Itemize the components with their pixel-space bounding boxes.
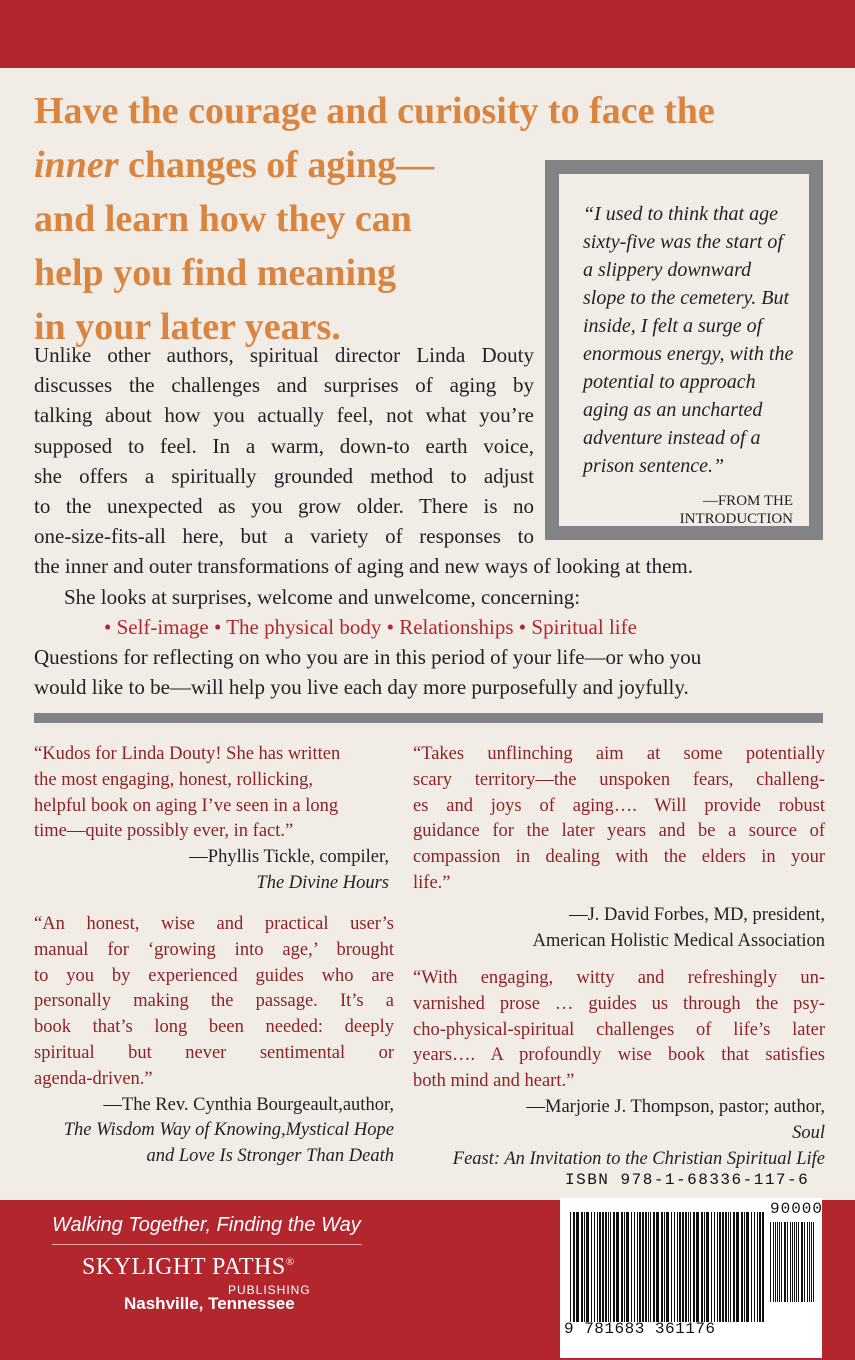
attribution-line: —J. David Forbes, MD, president, (569, 904, 825, 925)
tagline-rule (52, 1244, 362, 1245)
barcode-bar (688, 1212, 689, 1322)
pull-quote-line: adventure instead of a (583, 427, 761, 449)
pull-quote-line: potential to approach (583, 371, 756, 393)
attribution-line: American Holistic Medical Association (532, 930, 825, 951)
barcode-bar (599, 1212, 601, 1322)
quote-line: spiritual but never sentimental or (34, 1042, 394, 1063)
barcode-bar (597, 1212, 598, 1322)
barcode-bar (794, 1222, 795, 1302)
registered-mark: ® (285, 1256, 295, 1268)
barcode-bar (608, 1212, 609, 1322)
barcode-bar (634, 1212, 635, 1322)
barcode-bar (813, 1222, 814, 1302)
blurb-attribution (34, 845, 389, 897)
bullet-item: • The physical body (213, 614, 382, 639)
pull-quote-line: slope to the cemetery. But (583, 287, 790, 309)
book-title: Soul (792, 1122, 825, 1143)
blurb-forbes (413, 742, 825, 954)
barcode-bar (754, 1212, 755, 1322)
barcode-bar (610, 1212, 611, 1322)
quote-line: personally making the passage. It’s a (34, 991, 394, 1012)
barcode-bar (586, 1212, 589, 1322)
quote-line: helpful book on aging I’ve seen in a long (34, 795, 339, 816)
pull-quote-line: a slippery downward (583, 259, 752, 281)
barcode-bar (717, 1212, 718, 1322)
barcode-bar (679, 1212, 681, 1322)
barcode-bar (781, 1222, 782, 1302)
barcode-bar (642, 1212, 644, 1322)
barcode-bar (613, 1212, 615, 1322)
barcode-bar (701, 1212, 703, 1322)
barcode-bar (653, 1212, 655, 1322)
closing-line: would like to be—will help you live each day more purposefully and joyfully. (34, 675, 689, 700)
quote-line: guidance for the later years and be a source of (413, 821, 825, 842)
book-title: Feast: An Invitation to the Christian Spiritual Life (452, 1148, 825, 1169)
attribution-line: —The Rev. Cynthia Bourgeault,author, (103, 1094, 394, 1115)
quote-line: both mind and heart.” (413, 1071, 575, 1092)
description-line: to the unexpected as you grow older. There is no (34, 494, 534, 519)
attribution-line (413, 1095, 825, 1147)
barcode-bar (631, 1212, 632, 1322)
barcode-bar (693, 1212, 695, 1322)
headline-line: in your later years. (34, 306, 341, 348)
barcode-bar (605, 1212, 607, 1322)
quote-line: book that’s long been needed: deeply (34, 1017, 394, 1038)
price-code: 90000 (770, 1200, 824, 1218)
pull-quote-line: enormous energy, with the (583, 343, 794, 365)
quote-line: years…. A profoundly wise book that satisfies (413, 1045, 825, 1066)
barcode-bar (784, 1222, 786, 1302)
description-line: the inner and outer transformations of aging and new ways of looking at them. (34, 554, 693, 579)
barcode-bar (650, 1212, 651, 1322)
pull-quote-line: inside, I felt a surge of (583, 315, 763, 337)
barcode-bar (570, 1212, 571, 1322)
bullet-list (34, 612, 834, 642)
bullet-item: • Self-image (104, 614, 209, 639)
quote-line: the most engaging, honest, rollicking, (34, 769, 313, 790)
barcode-bar (648, 1212, 649, 1322)
quote-line: life.” (413, 872, 451, 893)
barcode-bar (728, 1212, 729, 1322)
attribution-text: —Marjorie J. Thompson, pastor; author, (526, 1096, 825, 1117)
barcode-bar (584, 1212, 585, 1322)
barcode-bar (714, 1212, 715, 1322)
publisher-city: Nashville, Tennessee (124, 1294, 295, 1313)
barcode-bar (696, 1212, 699, 1322)
description-line: discusses the challenges and surprises of aging by (34, 373, 534, 398)
headline-line: and learn how they can (34, 198, 412, 240)
series-tagline: Walking Together, Finding the Way (52, 1214, 361, 1236)
barcode-bar (736, 1212, 739, 1322)
barcode-bar (581, 1212, 583, 1322)
headline-line-rest: changes of aging— (118, 144, 435, 186)
barcode-bar (576, 1212, 579, 1322)
section-divider (34, 713, 823, 723)
barcode-bar (674, 1212, 675, 1322)
barcode-bar (790, 1222, 791, 1302)
blurb-attribution (34, 1093, 394, 1170)
barcode-bar (759, 1212, 761, 1322)
headline-line: help you find meaning (34, 252, 397, 294)
barcode-bar (639, 1212, 641, 1322)
book-title: The Divine Hours (256, 872, 389, 893)
barcode-bar (798, 1222, 799, 1302)
description-line: Unlike other authors, spiritual director Linda Douty (34, 343, 534, 367)
barcode-bar (602, 1212, 604, 1322)
barcode-bar (741, 1212, 743, 1322)
barcode-bar (807, 1222, 808, 1302)
barcode-bar (616, 1212, 619, 1322)
blurb-attribution (413, 903, 825, 955)
blurb-quote (413, 966, 825, 1095)
description-line: she offers a spiritually grounded method to adjust (34, 463, 534, 488)
concerning-intro: She looks at surprises, welcome and unwelcome, concerning: (64, 584, 581, 609)
blurb-thompson (413, 966, 825, 1172)
barcode-bar (722, 1212, 724, 1322)
ean-digits: 9 781683 361176 (564, 1320, 716, 1338)
description-line: one-size-fits-all here, but a variety of responses to (34, 524, 534, 549)
barcode-bar (792, 1222, 793, 1302)
blurb-attribution (413, 1095, 825, 1172)
attribution-line (34, 871, 389, 897)
barcode-bar (656, 1212, 659, 1322)
barcode-bar (666, 1212, 669, 1322)
barcode-bar (661, 1212, 663, 1322)
barcode-bar (637, 1212, 638, 1322)
quote-line: agenda-driven.” (34, 1068, 153, 1089)
barcode-bar (746, 1212, 749, 1322)
quote-line: manual for ‘growing into age,’ brought (34, 939, 394, 960)
quote-line: varnished prose … guides us through the psy- (413, 993, 825, 1014)
quote-line: “Takes unflinching aim at some potentially (413, 744, 825, 764)
barcode-bar (762, 1212, 764, 1322)
quote-line: “Kudos for Linda Douty! She has written (34, 744, 341, 764)
top-red-band (0, 0, 855, 68)
attribution-line (413, 1147, 825, 1173)
quote-line: es and joys of aging…. Will provide robust (413, 795, 825, 816)
publisher-name: SKYLIGHT PATHS (82, 1254, 286, 1280)
barcode-bar (733, 1212, 735, 1322)
attribution-line (34, 1118, 394, 1144)
bullet-item: • Relationships (386, 614, 514, 639)
pull-quote-line: sixty-five was the start of (583, 231, 783, 253)
description (34, 340, 834, 702)
bullet-item: • Spiritual life (518, 614, 637, 639)
quote-line: compassion in dealing with the elders in your (413, 847, 825, 868)
barcode-bar (811, 1222, 812, 1302)
barcode-bar (626, 1212, 629, 1322)
barcode-bar (645, 1212, 647, 1322)
barcode-bar (751, 1212, 752, 1322)
barcode-bar (711, 1212, 712, 1322)
quote-line: cho-physical-spiritual challenges of life’s later (413, 1019, 825, 1040)
blurb-bourgeault (34, 912, 394, 1170)
barcode-bar (621, 1212, 623, 1322)
barcode-bar (719, 1212, 721, 1322)
barcode-bar (682, 1212, 684, 1322)
publisher-logo (82, 1254, 295, 1281)
isbn-text: ISBN 978-1-68336-117-6 (565, 1171, 810, 1189)
pull-quote-line: prison sentence.” (583, 455, 725, 477)
barcode-bar (685, 1212, 687, 1322)
pull-quote-line: aging as an uncharted (583, 399, 763, 421)
blurb-quote (34, 742, 389, 845)
barcode-bar (773, 1222, 774, 1302)
barcode-bar (664, 1212, 665, 1322)
barcode-bar (594, 1212, 595, 1322)
headline-emphasis: inner (34, 144, 119, 186)
blurb-quote (34, 912, 394, 1093)
barcode-bar (801, 1222, 803, 1302)
pull-quote-line: “I used to think that age (583, 203, 778, 225)
barcode-bar (573, 1212, 575, 1322)
attribution-line (34, 1144, 394, 1170)
barcode-bar (591, 1212, 592, 1322)
attribution-line: —Phyllis Tickle, compiler, (189, 847, 389, 868)
barcode-bar (804, 1222, 805, 1302)
description-line: talking about how you actually feel, not what you’re (34, 403, 534, 428)
attribution-line: —FROM THE (702, 493, 793, 509)
book-title: The Wisdom Way of Knowing,Mystical Hope (63, 1120, 394, 1141)
blurb-quote (413, 742, 825, 897)
quote-line: “An honest, wise and practical user’s (34, 914, 394, 934)
barcode-bar (809, 1222, 810, 1302)
publishing-label: PUBLISHING (228, 1283, 311, 1297)
barcode-bar (779, 1222, 780, 1302)
barcode-bar (704, 1212, 705, 1322)
barcode-bar (690, 1212, 691, 1322)
price-barcode-bars (770, 1222, 815, 1302)
barcode-bar (706, 1212, 709, 1322)
barcode-bar (775, 1222, 776, 1302)
quote-line: to you by experienced guides who are (34, 965, 394, 986)
closing-line: Questions for reflecting on who you are in this period of your life—or who you (34, 645, 702, 670)
barcode-bar (777, 1222, 778, 1302)
barcode-bar (757, 1212, 758, 1322)
description-line: supposed to feel. In a warm, down-to earth voice, (34, 433, 534, 458)
quote-line: “With engaging, witty and refreshingly un- (413, 968, 825, 988)
barcode-bar (671, 1212, 672, 1322)
barcode-bar (725, 1212, 727, 1322)
book-title: and Love Is Stronger Than Death (146, 1146, 394, 1167)
quote-line: time—quite possibly ever, in fact.” (34, 821, 294, 842)
barcode-bar (787, 1222, 788, 1302)
blurb-tickle (34, 742, 389, 897)
barcode-bar (770, 1222, 771, 1302)
barcode-bar (796, 1222, 797, 1302)
barcode-bar (730, 1212, 731, 1322)
barcode-bar (677, 1212, 678, 1322)
headline-line: Have the courage and curiosity to face the (34, 90, 715, 132)
attribution-line: INTRODUCTION (679, 511, 793, 527)
quote-line: scary territory—the unspoken fears, challeng- (413, 769, 825, 790)
barcode-bar (624, 1212, 625, 1322)
barcode-bar (744, 1212, 745, 1322)
